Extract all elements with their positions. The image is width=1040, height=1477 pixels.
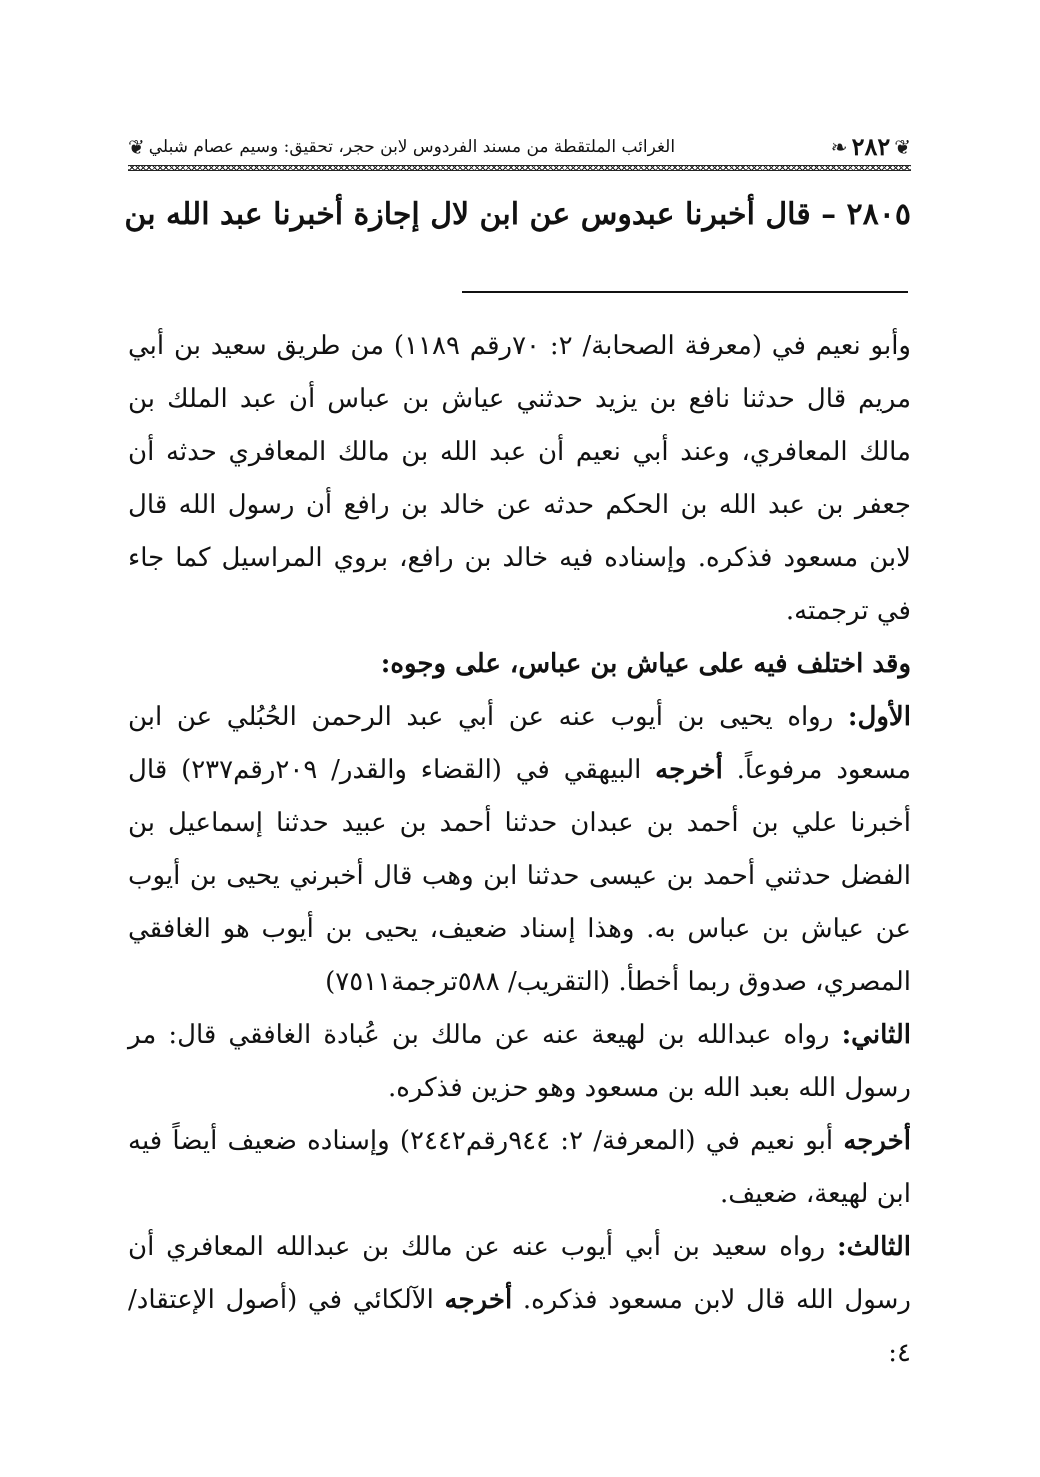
note-label: الثالث: — [837, 1232, 911, 1262]
ornament-icon: ❦ — [128, 135, 145, 159]
header-title-box — [128, 136, 675, 158]
footnotes — [128, 320, 911, 1380]
note-subheading: وقد اختلف فيه على عياش بن عباس، على وجوه: — [380, 649, 911, 679]
note-label: أخرجه — [843, 1126, 911, 1156]
page-number: ٢٨٢ — [851, 132, 891, 161]
note-label: أخرجه — [655, 755, 723, 785]
note-text: رواه سعيد بن أبي أيوب عنه عن مالك بن عبدالله المعافري أن رسول الله قال لابن مسعود فذكره. — [128, 1232, 911, 1315]
ornament-icon: ❦ — [894, 135, 911, 159]
entry-heading: ٢٨٠٥ – قال أخبرنا عبدوس عن ابن لال إجازة أخبرنا عبد الله بن — [124, 197, 911, 232]
note-label: أخرجه — [444, 1285, 513, 1315]
note-label: الأول: — [847, 702, 911, 732]
note-text: رواه يحيى بن أيوب عنه عن أبي عبد الرحمن الحُبُلي عن ابن مسعود مرفوعاً. — [128, 702, 911, 785]
ornament-icon: ❧ — [830, 135, 848, 159]
page-number-box — [831, 134, 911, 160]
note-paragraph — [128, 638, 911, 691]
note-paragraph — [128, 1221, 911, 1380]
note-paragraph — [128, 1115, 911, 1221]
note-text: الآلكائي في (أصول الإعتقاد/ ٤: — [128, 1285, 911, 1368]
note-text: رواه عبدالله بن لهيعة عنه عن مالك بن عُبادة الغافقي قال: مر رسول الله بعبد الله بن مسعود وهو حزين فذكره. — [128, 1020, 911, 1103]
note-paragraph: وأبو نعيم في (معرفة الصحابة/ ٢: ٧٠رقم ١١٨٩) من طريق سعيد بن أبي مريم قال حدثنا نافع بن يزيد حدثني عياش بن عباس أن عبد الملك بن مالك المعافري، وعند أبي نعيم أن عبد الله بن مالك المعافري حدثه أن جعفر بن عبد الله بن الحكم حدثه عن خالد بن رافع أن رسول الله قال لابن مسعود فذكره. وإسناده فيه خالد بن رافع، بروي المراسيل كما جاء في ترجمته. — [128, 331, 911, 626]
note-text: أبو نعيم في (المعرفة/ ٢: ٩٤٤رقم٢٤٤٢) وإسناده ضعيف أيضاً فيه ابن لهيعة، ضعيف. — [128, 1126, 911, 1209]
book-title: الغرائب الملتقطة من مسند الفردوس لابن حجر، تحقيق: وسيم عصام شبلي — [148, 137, 676, 157]
running-header — [128, 128, 911, 172]
header-decorative-rule — [128, 165, 911, 171]
footnote-separator — [462, 291, 908, 293]
note-label: الثاني: — [841, 1020, 911, 1050]
note-text: البيهقي في (القضاء والقدر/ ٢٠٩رقم٢٣٧) قال أخبرنا علي بن أحمد بن عبدان حدثنا أحمد بن عبيد حدثنا إسماعيل بن الفضل حدثني أحمد بن عيسى حدثنا ابن وهب قال أخبرني يحيى بن أيوب عن عياش بن عباس به. وهذا إسناد ضعيف، يحيى بن أيوب هو الغافقي المصري، صدوق ربما أخطأ. (التقريب/ ٥٨٨ترجمة٧٥١١) — [128, 755, 911, 997]
note-paragraph — [128, 691, 911, 1009]
note-paragraph — [128, 1009, 911, 1115]
header-row — [128, 132, 911, 162]
